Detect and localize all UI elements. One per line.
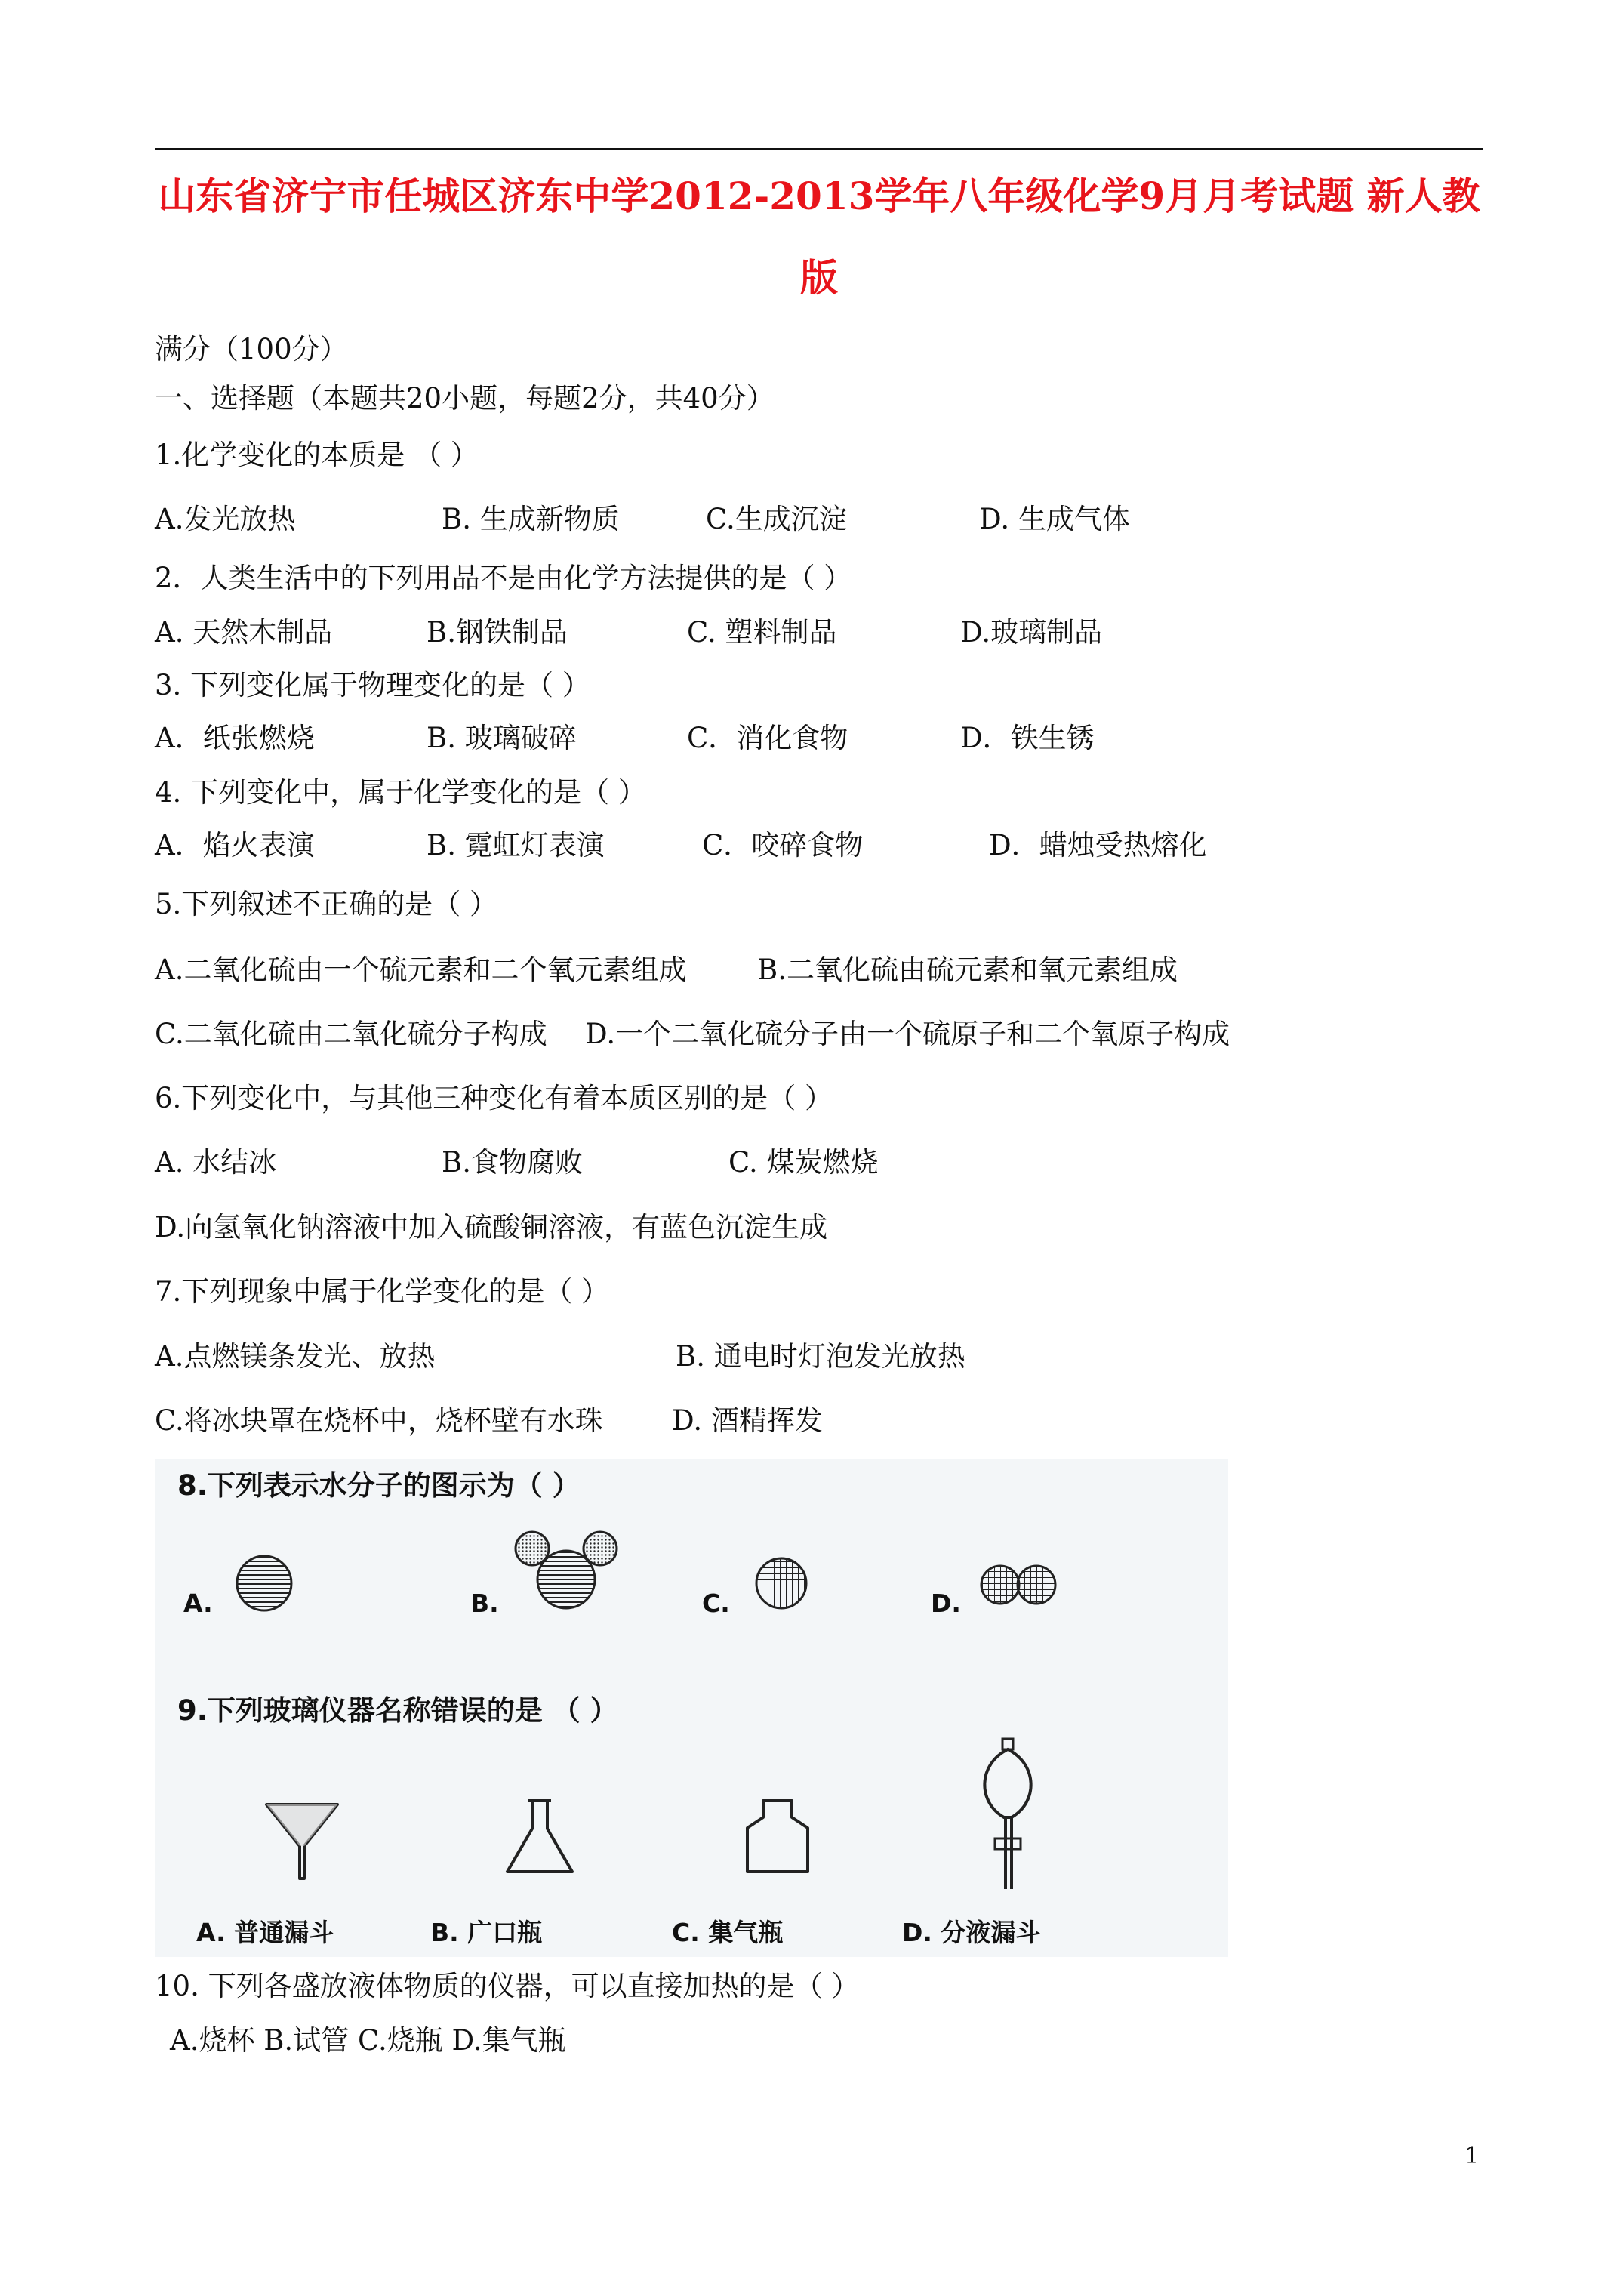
q9-option-a: A. 普通漏斗 bbox=[196, 1918, 334, 1947]
q8-option-b-water-molecule-icon bbox=[510, 1523, 630, 1621]
q3-option-c: C．消化食物 bbox=[687, 722, 848, 754]
q10-stem: 10. 下列各盛放液体物质的仪器，可以直接加热的是（ ） bbox=[155, 1970, 860, 2002]
q9-option-b: B. 广口瓶 bbox=[430, 1918, 543, 1947]
q4-option-d: D．蜡烛受热熔化 bbox=[989, 829, 1207, 861]
q3-option-d: D．铁生锈 bbox=[960, 722, 1095, 754]
q10-options: A.烧杯 B.试管 C.烧瓶 D.集气瓶 bbox=[170, 2024, 566, 2057]
q1-option-b: B. 生成新物质 bbox=[442, 503, 620, 535]
q9-option-c: C. 集气瓶 bbox=[672, 1918, 784, 1947]
q6-option-a: A. 水结冰 bbox=[155, 1146, 277, 1179]
section-heading: 一、选择题（本题共20小题，每题2分，共40分） bbox=[155, 382, 775, 415]
q9-funnel-icon bbox=[260, 1789, 343, 1884]
q5-option-c: C.二氧化硫由二氧化硫分子构成 bbox=[155, 1018, 547, 1050]
q2-option-a: A. 天然木制品 bbox=[155, 616, 333, 649]
q9-stem: 9.下列玻璃仪器名称错误的是 （ ） bbox=[177, 1694, 618, 1727]
q1-option-a: A.发光放热 bbox=[155, 503, 296, 535]
q7-option-b: B. 通电时灯泡发光放热 bbox=[676, 1340, 965, 1373]
q4-option-c: C．咬碎食物 bbox=[702, 829, 864, 861]
q8-option-c-label: C. bbox=[702, 1589, 730, 1618]
q7-stem: 7.下列现象中属于化学变化的是（ ） bbox=[155, 1275, 610, 1308]
q5-option-a: A.二氧化硫由一个硫元素和二个氧元素组成 bbox=[155, 954, 687, 986]
q1-stem: 1.化学变化的本质是 （ ） bbox=[155, 439, 479, 471]
q9-conical-flask-icon bbox=[498, 1795, 581, 1881]
q9-gas-bottle-icon bbox=[736, 1795, 819, 1881]
q1-option-c: C.生成沉淀 bbox=[706, 503, 847, 535]
q8-q9-figure bbox=[155, 1459, 1228, 1957]
q6-option-d: D.向氢氧化钠溶液中加入硫酸铜溶液，有蓝色沉淀生成 bbox=[155, 1211, 828, 1244]
q8-stem: 8.下列表示水分子的图示为（ ） bbox=[177, 1469, 581, 1502]
q4-option-a: A．焰火表演 bbox=[155, 829, 315, 861]
q4-option-b: B. 霓虹灯表演 bbox=[427, 829, 605, 861]
full-score: 满分（100分） bbox=[155, 333, 348, 365]
q8-option-d-diatomic-molecule-icon bbox=[970, 1553, 1076, 1621]
q2-option-d: D.玻璃制品 bbox=[960, 616, 1103, 649]
q8-option-b-label: B. bbox=[470, 1589, 499, 1618]
q8-option-a-label: A. bbox=[183, 1589, 213, 1618]
q7-option-a: A.点燃镁条发光、放热 bbox=[155, 1340, 436, 1373]
q8-option-c-single-atom-icon bbox=[744, 1549, 819, 1625]
q8-option-a-single-atom-icon bbox=[226, 1546, 302, 1621]
q3-option-b: B. 玻璃破碎 bbox=[427, 722, 577, 754]
q6-stem: 6.下列变化中，与其他三种变化有着本质区别的是（ ） bbox=[155, 1082, 833, 1114]
q5-option-b: B.二氧化硫由硫元素和氧元素组成 bbox=[757, 954, 1178, 986]
q9-option-d: D. 分液漏斗 bbox=[902, 1918, 1041, 1947]
page-number: 1 bbox=[1464, 2143, 1480, 2169]
q3-stem: 3. 下列变化属于物理变化的是（ ） bbox=[155, 669, 590, 701]
q9-separatory-funnel-icon bbox=[966, 1734, 1049, 1900]
q7-option-c: C.将冰块罩在烧杯中，烧杯壁有水珠 bbox=[155, 1404, 603, 1437]
q5-stem: 5.下列叙述不正确的是（ ） bbox=[155, 888, 498, 920]
q2-option-b: B.钢铁制品 bbox=[427, 616, 568, 649]
page-title-line-1: 山东省济宁市任城区济东中学2012-2013学年八年级化学9月月考试题 新人教 bbox=[158, 174, 1480, 218]
q5-option-d: D.一个二氧化硫分子由一个硫原子和二个氧原子构成 bbox=[585, 1018, 1230, 1050]
q3-option-a: A．纸张燃烧 bbox=[155, 722, 315, 754]
page-title-line-2: 版 bbox=[800, 255, 838, 300]
q4-stem: 4. 下列变化中，属于化学变化的是（ ） bbox=[155, 776, 646, 809]
q7-option-d: D. 酒精挥发 bbox=[672, 1404, 823, 1437]
q1-option-d: D. 生成气体 bbox=[979, 503, 1130, 535]
q2-stem: 2．人类生活中的下列用品不是由化学方法提供的是（ ） bbox=[155, 562, 852, 594]
q8-option-d-label: D. bbox=[931, 1589, 961, 1618]
q6-option-c: C. 煤炭燃烧 bbox=[728, 1146, 879, 1179]
q2-option-c: C. 塑料制品 bbox=[687, 616, 837, 649]
q6-option-b: B.食物腐败 bbox=[442, 1146, 583, 1179]
header-rule bbox=[155, 148, 1483, 150]
